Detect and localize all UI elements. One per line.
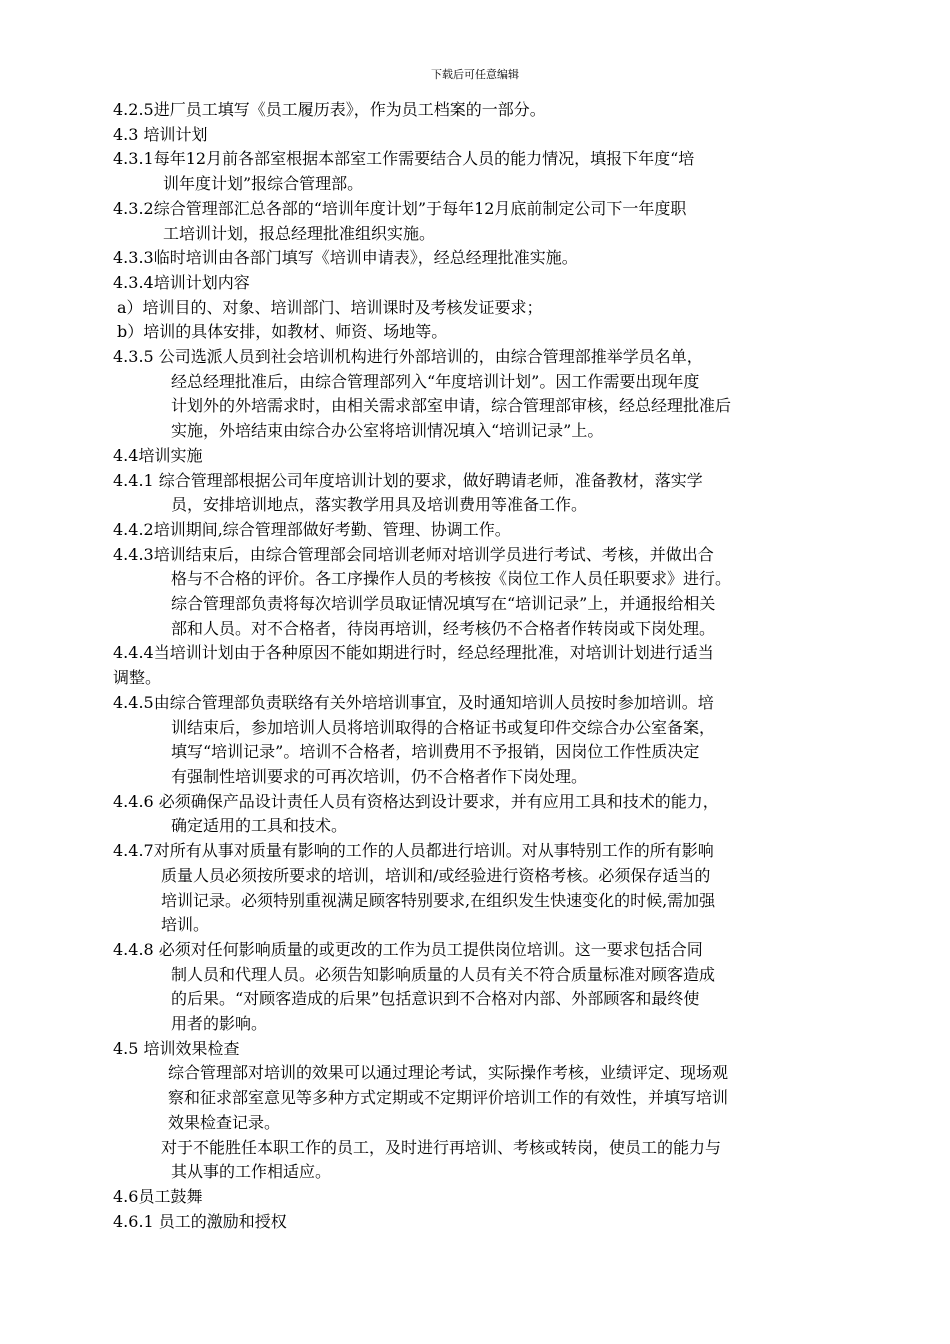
text-line: 训结束后，参加培训人员将培训取得的合格证书或复印件交综合办公室备案， [171,717,716,737]
text-line: 计划外的外培需求时，由相关需求部室申请，综合管理部审核，经总经理批准后 [171,396,732,416]
text-line: a）培训目的、对象、培训部门、培训课时及考核发证要求； [117,297,543,317]
text-line: 4.4.8 必须对任何影响质量的或更改的工作为员工提供岗位培训。这一要求包括合同 [113,939,703,959]
text-line: 其从事的工作相适应。 [171,1162,332,1182]
text-line: 4.4.7对所有从事对质量有影响的工作的人员都进行培训。对从事特别工作的所有影响 [113,841,714,861]
text-line: 4.3.5 公司选派人员到社会培训机构进行外部培训的，由综合管理部推举学员名单， [113,347,703,367]
text-line: 4.4.1 综合管理部根据公司年度培训计划的要求，做好聘请老师，准备教材，落实学 [113,470,703,490]
text-line: 4.4培训实施 [113,445,203,465]
text-line: 培训。 [161,915,210,935]
text-line: b）培训的具体安排，如教材、师资、场地等。 [117,322,448,342]
document-body [113,98,843,1234]
text-line: 综合管理部负责将每次培训学员取证情况填写在“培训记录”上，并通报给相关 [171,594,716,614]
text-line: 培训记录。必须特别重视满足顾客特别要求,在组织发生快速变化的时候,需加强 [161,890,716,910]
text-line: 的后果。“对顾客造成的后果”包括意识到不合格对内部、外部顾客和最终使 [171,989,700,1009]
text-line: 4.3.1每年12月前各部室根据本部室工作需要结合人员的能力情况，填报下年度“培 [113,149,695,169]
text-line: 综合管理部对培训的效果可以通过理论考试，实际操作考核，业绩评定、现场观 [168,1063,729,1083]
text-line: 4.4.4当培训计划由于各种原因不能如期进行时，经总经理批准，对培训计划进行适当 [113,643,714,663]
text-line: 有强制性培训要求的可再次培训，仍不合格者作下岗处理。 [171,766,588,786]
text-line: 训年度计划”报综合管理部。 [163,174,364,194]
text-line: 工培训计划，报总经理批准组织实施。 [163,223,436,243]
text-line: 4.4.6 必须确保产品设计责任人员有资格达到设计要求，并有应用工具和技术的能力， [113,791,719,811]
text-line: 4.3.4培训计划内容 [113,272,250,292]
text-line: 4.3 培训计划 [113,124,208,144]
text-line: 部和人员。对不合格者，待岗再培训，经考核仍不合格者作转岗或下岗处理。 [171,618,716,638]
text-line: 对于不能胜任本职工作的员工，及时进行再培训、考核或转岗，使员工的能力与 [161,1137,722,1157]
text-line: 确定适用的工具和技术。 [171,816,348,836]
text-line: 4.2.5进厂员工填写《员工履历表》，作为员工档案的一部分。 [113,100,546,119]
text-line: 4.3.3临时培训由各部门填写《培训申请表》，经总经理批准实施。 [113,248,578,268]
text-line: 4.3.2综合管理部汇总各部的“培训年度计划”于每年12月底前制定公司下一年度职 [113,198,687,218]
text-line: 制人员和代理人员。必须告知影响质量的人员有关不符合质量标准对顾客造成 [171,964,716,984]
text-line: 察和征求部室意见等多种方式定期或不定期评价培训工作的有效性，并填写培训 [168,1088,729,1108]
text-line: 效果检查记录。 [168,1112,281,1132]
text-line: 填写“培训记录”。培训不合格者，培训费用不予报销，因岗位工作性质决定 [171,742,700,762]
text-line: 4.4.5由综合管理部负责联络有关外培培训事宜，及时通知培训人员按时参加培训。培 [113,692,714,712]
text-line: 质量人员必须按所要求的培训，培训和/或经验进行资格考核。必须保存适当的 [161,865,711,885]
text-line: 4.4.2培训期间,综合管理部做好考勤、管理、协调工作。 [113,519,511,539]
text-line: 实施，外培结束由综合办公室将培训情况填入“培训记录”上。 [171,421,604,441]
text-line: 4.6员工鼓舞 [113,1186,203,1206]
text-line: 4.5 培训效果检查 [113,1038,240,1058]
text-line: 4.4.3培训结束后，由综合管理部会同培训老师对培训学员进行考试、考核，并做出合 [113,544,714,564]
text-line: 员，安排培训地点，落实教学用具及培训费用等准备工作。 [171,495,588,515]
text-line: 经总经理批准后，由综合管理部列入“年度培训计划”。因工作需要出现年度 [171,371,700,391]
text-line: 4.6.1 员工的激励和授权 [113,1211,287,1231]
text-line: 格与不合格的评价。各工序操作人员的考核按《岗位工作人员任职要求》进行。 [171,569,732,589]
text-line: 用者的影响。 [171,1014,268,1034]
text-line: 调整。 [113,668,162,688]
page-header: 下载后可任意编辑 [431,68,519,81]
